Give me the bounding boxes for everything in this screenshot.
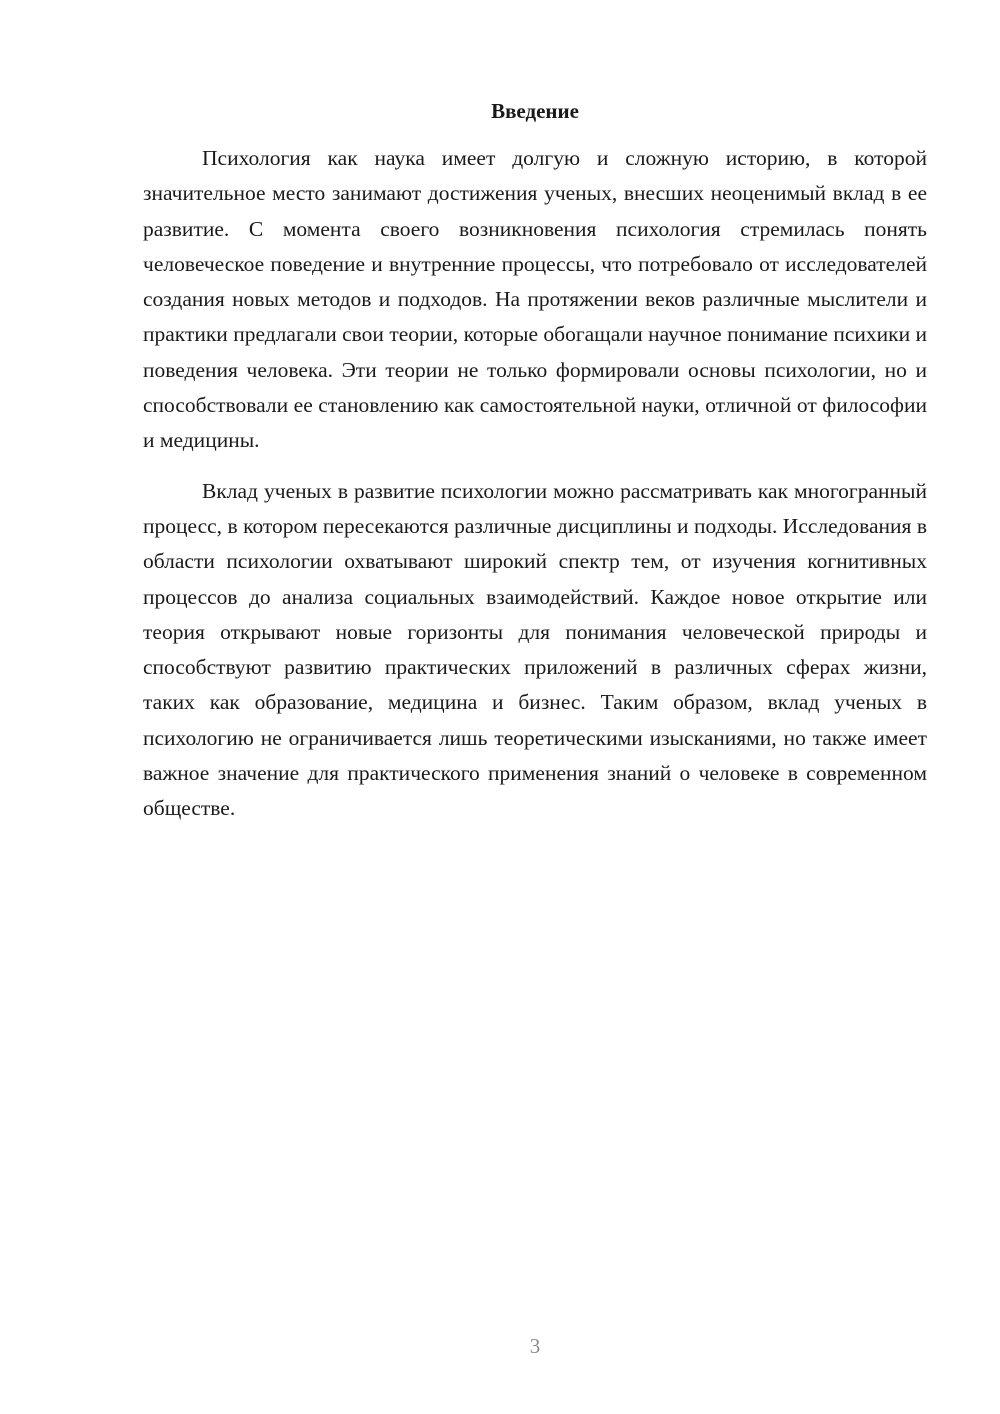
paragraph-2: Вклад ученых в развитие психологии можно рассматривать как многогранный процесс, в котором пересекаются различные дисциплины и подходы. Исследования в области психологии охватывают широкий спектр тем, от изучения когнитивных процессов до анализа социальных взаимодействий. Каждое новое открытие или теория открывают новые горизонты для понимания человеческой природы и способствуют развитию практических приложений в различных сферах жизни, таких как образование, медицина и бизнес. Таким образом, вклад ученых в психологию не ограничивается лишь теоретическими изысканиями, но также имеет важное значение для практического применения знаний о человеке в современном обществе. — [143, 478, 927, 821]
section-heading: Введение — [491, 99, 579, 123]
paragraph-1: Психология как наука имеет долгую и сложную историю, в которой значительное место занимают достижения ученых, внесших неоценимый вклад в ее развитие. С момента своего возникновения психология стремилась понять человеческое поведение и внутренние процессы, что потребовало от исследователей создания новых методов и подходов. На протяжении веков различные мыслители и практики предлагали свои теории, которые обогащали научное понимание психики и поведения человека. Эти теории не только формировали основы психологии, но и способствовали ее становлению как самостоятельной науки, отличной от философии и медицины. — [143, 146, 927, 453]
page-number: 3 — [529, 1334, 541, 1358]
body-text — [143, 141, 927, 842]
